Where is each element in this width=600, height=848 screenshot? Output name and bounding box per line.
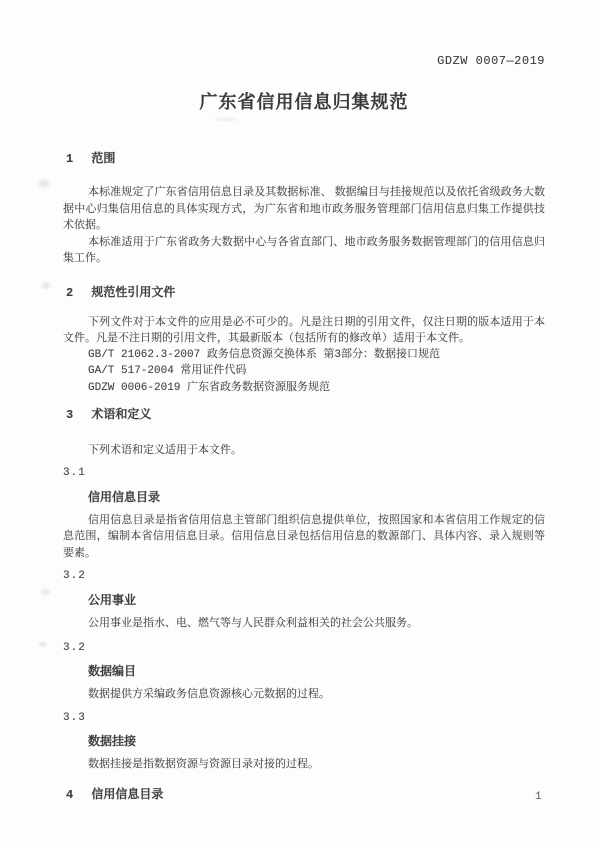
section-title-text: 规范性引用文件 bbox=[91, 284, 176, 299]
section-heading-normative-references bbox=[63, 284, 545, 301]
term-number: 3.2 bbox=[63, 570, 86, 582]
section-heading-credit-info-catalog bbox=[63, 786, 545, 803]
section-heading-terms-definitions bbox=[63, 406, 545, 423]
section-number: 3 bbox=[66, 408, 74, 422]
term-definition: 信用信息目录是指省信用信息主管部门组织信息提供单位，按照国家和本省信用工作规定的信息范围，编制本省信用信息目录。信用信息目录包括信用信息的数源部门、具体内容、录入规则等要素。 bbox=[63, 513, 545, 559]
term-block bbox=[63, 568, 545, 632]
section-title-text: 范围 bbox=[91, 151, 116, 165]
term-block bbox=[63, 710, 545, 773]
term-definition: 公用事业是指水、电、燃气等与人民群众利益相关的社会公共服务。 bbox=[88, 617, 418, 629]
term-definition: 数据挂接是指数据资源与资源目录对接的过程。 bbox=[88, 758, 319, 770]
page-number: 1 bbox=[535, 791, 542, 803]
section-normative-references bbox=[63, 284, 545, 397]
doc-code: GDZW 0007—2019 bbox=[437, 54, 545, 68]
scan-artifact bbox=[36, 178, 52, 189]
reference-item: GDZW 0006-2019 广东省政务数据资源服务规范 bbox=[88, 381, 331, 394]
terms-intro: 下列术语和定义适用于本文件。 bbox=[88, 444, 242, 456]
scan-artifact bbox=[40, 281, 52, 290]
section-title-text: 术语和定义 bbox=[91, 407, 152, 421]
page-content bbox=[63, 0, 545, 803]
scan-artifact bbox=[40, 588, 52, 596]
term-name: 信用信息目录 bbox=[88, 489, 161, 504]
scan-artifact bbox=[212, 117, 240, 122]
term-number: 3.1 bbox=[63, 466, 86, 479]
section-title-text: 信用信息目录 bbox=[91, 786, 164, 801]
term-block bbox=[63, 640, 545, 703]
term-name: 数据挂接 bbox=[88, 734, 137, 748]
section-number: 4 bbox=[66, 787, 74, 802]
term-name: 公用事业 bbox=[88, 593, 137, 607]
scan-artifact bbox=[38, 641, 48, 648]
term-number: 3.3 bbox=[63, 712, 86, 724]
reference-item: GB/T 21062.3-2007 政务信息资源交换体系 第3部分：数据接口规范 bbox=[88, 348, 441, 361]
section-heading-scope bbox=[63, 150, 545, 167]
term-name: 数据编目 bbox=[88, 663, 137, 678]
scope-paragraph-2: 本标准适用于广东省政务大数据中心与各省直部门、地市政务服务数据管理部门的信用信息归集工作。 bbox=[63, 235, 545, 264]
term-block bbox=[63, 465, 545, 562]
section-scope bbox=[63, 150, 545, 267]
normative-references-intro: 下列文件对于本文件的应用是必不可少的。凡是注日期的引用文件，仅注日期的版本适用于本文件。凡是不注日期的引用文件，其最新版本（包括所有的修改单）适用于本文件。 bbox=[63, 315, 545, 344]
term-number: 3.2 bbox=[63, 641, 86, 654]
section-credit-info-catalog bbox=[63, 786, 545, 803]
document-title: 广东省信用信息归集规范 bbox=[199, 92, 409, 112]
reference-item: GA/T 517-2004 常用证件代码 bbox=[88, 365, 247, 377]
section-number: 2 bbox=[66, 285, 74, 300]
section-number: 1 bbox=[66, 152, 74, 166]
scope-paragraph-1: 本标准规定了广东省信用信息目录及其数据标准、 数据编目与挂接规范以及依托省级政务大数据中心归集信用信息的具体实现方式，为广东省和地市政务服务管理部门信用信息归集工作提供技术依据。 bbox=[63, 186, 545, 231]
section-terms-definitions bbox=[63, 406, 545, 773]
term-definition: 数据提供方采编政务信息资源核心元数据的过程。 bbox=[88, 687, 330, 700]
